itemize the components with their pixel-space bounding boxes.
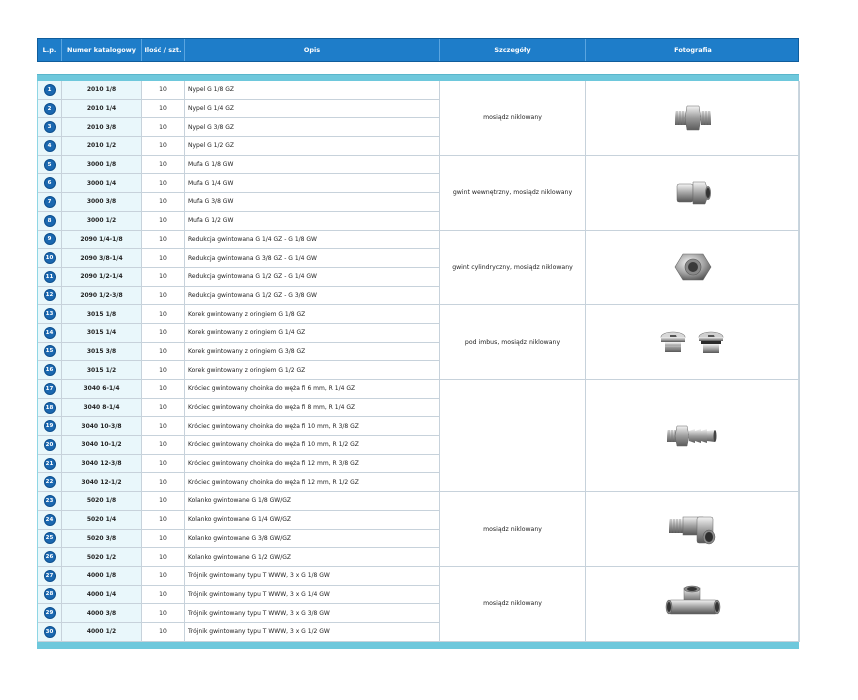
description-cell: Trójnik gwintowany typu T WWW, 3 x G 1/8 GW [185, 567, 440, 586]
row-number-badge: 2 [44, 103, 56, 115]
catalog-number-cell: 3040 10-1/2 [62, 436, 142, 455]
nipple-fitting-icon [671, 101, 715, 135]
row-number-badge: 24 [44, 514, 56, 526]
description-cell: Korek gwintowany z oringiem G 1/2 GZ [185, 361, 440, 380]
quantity-cell: 10 [142, 287, 185, 306]
header-gap [37, 62, 799, 74]
quantity-cell: 10 [142, 212, 185, 231]
catalog-number-cell: 3000 1/8 [62, 156, 142, 175]
row-number-cell [38, 567, 62, 586]
quantity-cell: 10 [142, 473, 185, 492]
description-cell: Mufa G 1/8 GW [185, 156, 440, 175]
row-number-badge: 14 [44, 327, 56, 339]
quantity-cell: 10 [142, 567, 185, 586]
row-number-cell [38, 586, 62, 605]
catalog-number-cell: 3015 1/8 [62, 305, 142, 324]
row-number-cell [38, 361, 62, 380]
quantity-cell: 10 [142, 586, 185, 605]
row-number-badge: 21 [44, 458, 56, 470]
row-number-cell [38, 81, 62, 100]
row-number-cell [38, 343, 62, 362]
row-number-badge: 6 [44, 177, 56, 189]
row-number-cell [38, 604, 62, 623]
catalog-number-cell: 3040 6-1/4 [62, 380, 142, 399]
row-number-badge: 26 [44, 551, 56, 563]
description-cell: Kolanko gwintowane G 3/8 GW/GZ [185, 530, 440, 549]
photo-cell [586, 305, 800, 380]
description-cell: Króciec gwintowany choinka do węża fi 12 mm, R 3/8 GZ [185, 455, 440, 474]
description-cell: Nypel G 1/2 GZ [185, 137, 440, 156]
catalog-number-cell: 2090 1/2-1/4 [62, 268, 142, 287]
catalog-number-cell: 2090 1/4-1/8 [62, 231, 142, 250]
catalog-number-cell: 3000 1/2 [62, 212, 142, 231]
description-cell: Króciec gwintowany choinka do węża fi 8 mm, R 1/4 GZ [185, 399, 440, 418]
row-number-badge: 30 [44, 626, 56, 638]
row-number-cell [38, 231, 62, 250]
description-cell: Trójnik gwintowany typu T WWW, 3 x G 1/2 GW [185, 623, 440, 642]
description-cell: Mufa G 1/4 GW [185, 174, 440, 193]
table-body [37, 81, 799, 642]
quantity-cell: 10 [142, 455, 185, 474]
details-cell: mosiądz niklowany [440, 492, 586, 567]
catalog-number-cell: 4000 1/4 [62, 586, 142, 605]
row-number-cell [38, 212, 62, 231]
quantity-cell: 10 [142, 268, 185, 287]
row-number-badge: 15 [44, 345, 56, 357]
quantity-cell: 10 [142, 249, 185, 268]
quantity-cell: 10 [142, 305, 185, 324]
quantity-cell: 10 [142, 174, 185, 193]
catalog-number-cell: 2010 3/8 [62, 118, 142, 137]
row-number-cell [38, 623, 62, 642]
catalog-number-cell: 5020 3/8 [62, 530, 142, 549]
quantity-cell: 10 [142, 417, 185, 436]
catalog-number-cell: 2010 1/8 [62, 81, 142, 100]
elbow-fitting-icon [663, 509, 723, 549]
row-number-badge: 11 [44, 271, 56, 283]
quantity-cell: 10 [142, 492, 185, 511]
reducer-fitting-icon [671, 250, 715, 284]
details-cell: mosiądz niklowany [440, 81, 586, 156]
quantity-cell: 10 [142, 324, 185, 343]
row-number-cell [38, 530, 62, 549]
bottom-band [37, 642, 799, 649]
quantity-cell: 10 [142, 530, 185, 549]
row-number-badge: 18 [44, 402, 56, 414]
header-lp: L.p. [38, 39, 62, 61]
description-cell: Króciec gwintowany choinka do węża fi 6 mm, R 1/4 GZ [185, 380, 440, 399]
catalog-number-cell: 5020 1/4 [62, 511, 142, 530]
description-cell: Redukcja gwintowana G 1/4 GZ - G 1/8 GW [185, 231, 440, 250]
hose-barb-fitting-icon [663, 419, 723, 453]
details-cell: gwint wewnętrzny, mosiądz niklowany [440, 156, 586, 231]
row-number-cell [38, 287, 62, 306]
row-number-badge: 27 [44, 570, 56, 582]
details-cell [440, 380, 586, 492]
row-number-cell [38, 492, 62, 511]
photo-cell [586, 567, 800, 642]
row-number-badge: 22 [44, 476, 56, 488]
photo-cell [586, 231, 800, 306]
description-cell: Kolanko gwintowane G 1/8 GW/GZ [185, 492, 440, 511]
catalog-number-cell: 2010 1/4 [62, 100, 142, 119]
description-cell: Redukcja gwintowana G 3/8 GZ - G 1/4 GW [185, 249, 440, 268]
catalog-number-cell: 4000 1/2 [62, 623, 142, 642]
catalog-number-cell: 3040 12-1/2 [62, 473, 142, 492]
catalog-number-cell: 4000 3/8 [62, 604, 142, 623]
row-number-cell [38, 100, 62, 119]
row-number-cell [38, 548, 62, 567]
description-cell: Króciec gwintowany choinka do węża fi 10 mm, R 1/2 GZ [185, 436, 440, 455]
quantity-cell: 10 [142, 548, 185, 567]
quantity-cell: 10 [142, 380, 185, 399]
row-number-badge: 12 [44, 289, 56, 301]
header-photo: Fotografia [674, 46, 712, 54]
socket-fitting-icon [671, 176, 715, 210]
quantity-cell: 10 [142, 604, 185, 623]
photo-cell [586, 380, 800, 492]
top-band [37, 74, 799, 81]
row-number-badge: 17 [44, 383, 56, 395]
row-number-cell [38, 305, 62, 324]
quantity-cell: 10 [142, 436, 185, 455]
quantity-cell: 10 [142, 231, 185, 250]
row-number-cell [38, 380, 62, 399]
description-cell: Korek gwintowany z oringiem G 1/8 GZ [185, 305, 440, 324]
row-number-badge: 3 [44, 121, 56, 133]
header-quantity: Ilość / szt. [142, 39, 185, 61]
catalog-number-cell: 5020 1/8 [62, 492, 142, 511]
catalog-number-cell: 2010 1/2 [62, 137, 142, 156]
catalog-number-cell: 3015 1/4 [62, 324, 142, 343]
description-cell: Króciec gwintowany choinka do węża fi 12 mm, R 1/2 GZ [185, 473, 440, 492]
catalog-table [37, 38, 799, 649]
quantity-cell: 10 [142, 343, 185, 362]
catalog-number-cell: 3015 1/2 [62, 361, 142, 380]
row-number-cell [38, 156, 62, 175]
table-header [37, 38, 799, 62]
quantity-cell: 10 [142, 361, 185, 380]
description-cell: Mufa G 1/2 GW [185, 212, 440, 231]
details-cell: gwint cylindryczny, mosiądz niklowany [440, 231, 586, 306]
description-cell: Króciec gwintowany choinka do węża fi 10 mm, R 3/8 GZ [185, 417, 440, 436]
header-details: Szczegóły [440, 39, 586, 61]
row-number-badge: 10 [44, 252, 56, 264]
header-catalog-number: Numer katalogowy [62, 39, 142, 61]
row-number-cell [38, 174, 62, 193]
row-number-badge: 8 [44, 215, 56, 227]
quantity-cell: 10 [142, 137, 185, 156]
quantity-cell: 10 [142, 623, 185, 642]
row-number-badge: 4 [44, 140, 56, 152]
tee-fitting-icon [662, 584, 724, 624]
row-number-cell [38, 324, 62, 343]
photo-cell [586, 492, 800, 567]
catalog-number-cell: 3040 8-1/4 [62, 399, 142, 418]
catalog-number-cell: 2090 1/2-3/8 [62, 287, 142, 306]
row-number-cell [38, 193, 62, 212]
row-number-cell [38, 473, 62, 492]
catalog-number-cell: 3040 10-3/8 [62, 417, 142, 436]
row-number-cell [38, 417, 62, 436]
quantity-cell: 10 [142, 81, 185, 100]
row-number-cell [38, 118, 62, 137]
header-description: Opis [185, 39, 440, 61]
row-number-badge: 29 [44, 607, 56, 619]
description-cell: Trójnik gwintowany typu T WWW, 3 x G 3/8 GW [185, 604, 440, 623]
row-number-cell [38, 511, 62, 530]
catalog-number-cell: 3040 12-3/8 [62, 455, 142, 474]
row-number-badge: 9 [44, 233, 56, 245]
row-number-badge: 5 [44, 159, 56, 171]
row-number-badge: 28 [44, 588, 56, 600]
description-cell: Nypel G 1/8 GZ [185, 81, 440, 100]
catalog-number-cell: 4000 1/8 [62, 567, 142, 586]
row-number-cell [38, 137, 62, 156]
description-cell: Kolanko gwintowane G 1/4 GW/GZ [185, 511, 440, 530]
quantity-cell: 10 [142, 118, 185, 137]
description-cell: Redukcja gwintowana G 1/2 GZ - G 1/4 GW [185, 268, 440, 287]
row-number-badge: 7 [44, 196, 56, 208]
row-number-badge: 1 [44, 84, 56, 96]
row-number-badge: 19 [44, 420, 56, 432]
description-cell: Mufa G 3/8 GW [185, 193, 440, 212]
description-cell: Nypel G 3/8 GZ [185, 118, 440, 137]
details-cell: pod imbus, mosiądz niklowany [440, 305, 586, 380]
photo-cell [586, 81, 800, 156]
description-cell: Korek gwintowany z oringiem G 1/4 GZ [185, 324, 440, 343]
row-number-badge: 16 [44, 364, 56, 376]
row-number-badge: 20 [44, 439, 56, 451]
details-cell: mosiądz niklowany [440, 567, 586, 642]
catalog-number-cell: 2090 3/8-1/4 [62, 249, 142, 268]
row-number-badge: 25 [44, 532, 56, 544]
photo-cell [586, 156, 800, 231]
catalog-number-cell: 3000 1/4 [62, 174, 142, 193]
row-number-cell [38, 436, 62, 455]
catalog-number-cell: 3015 3/8 [62, 343, 142, 362]
catalog-number-cell: 5020 1/2 [62, 548, 142, 567]
catalog-number-cell: 3000 3/8 [62, 193, 142, 212]
description-cell: Redukcja gwintowana G 1/2 GZ - G 3/8 GW [185, 287, 440, 306]
plug-fitting-icon [653, 325, 733, 359]
row-number-badge: 13 [44, 308, 56, 320]
row-number-cell [38, 268, 62, 287]
quantity-cell: 10 [142, 193, 185, 212]
description-cell: Nypel G 1/4 GZ [185, 100, 440, 119]
row-number-cell [38, 249, 62, 268]
quantity-cell: 10 [142, 511, 185, 530]
quantity-cell: 10 [142, 156, 185, 175]
description-cell: Korek gwintowany z oringiem G 3/8 GZ [185, 343, 440, 362]
row-number-cell [38, 399, 62, 418]
quantity-cell: 10 [142, 399, 185, 418]
row-number-cell [38, 455, 62, 474]
row-number-badge: 23 [44, 495, 56, 507]
quantity-cell: 10 [142, 100, 185, 119]
description-cell: Kolanko gwintowane G 1/2 GW/GZ [185, 548, 440, 567]
description-cell: Trójnik gwintowany typu T WWW, 3 x G 1/4 GW [185, 586, 440, 605]
